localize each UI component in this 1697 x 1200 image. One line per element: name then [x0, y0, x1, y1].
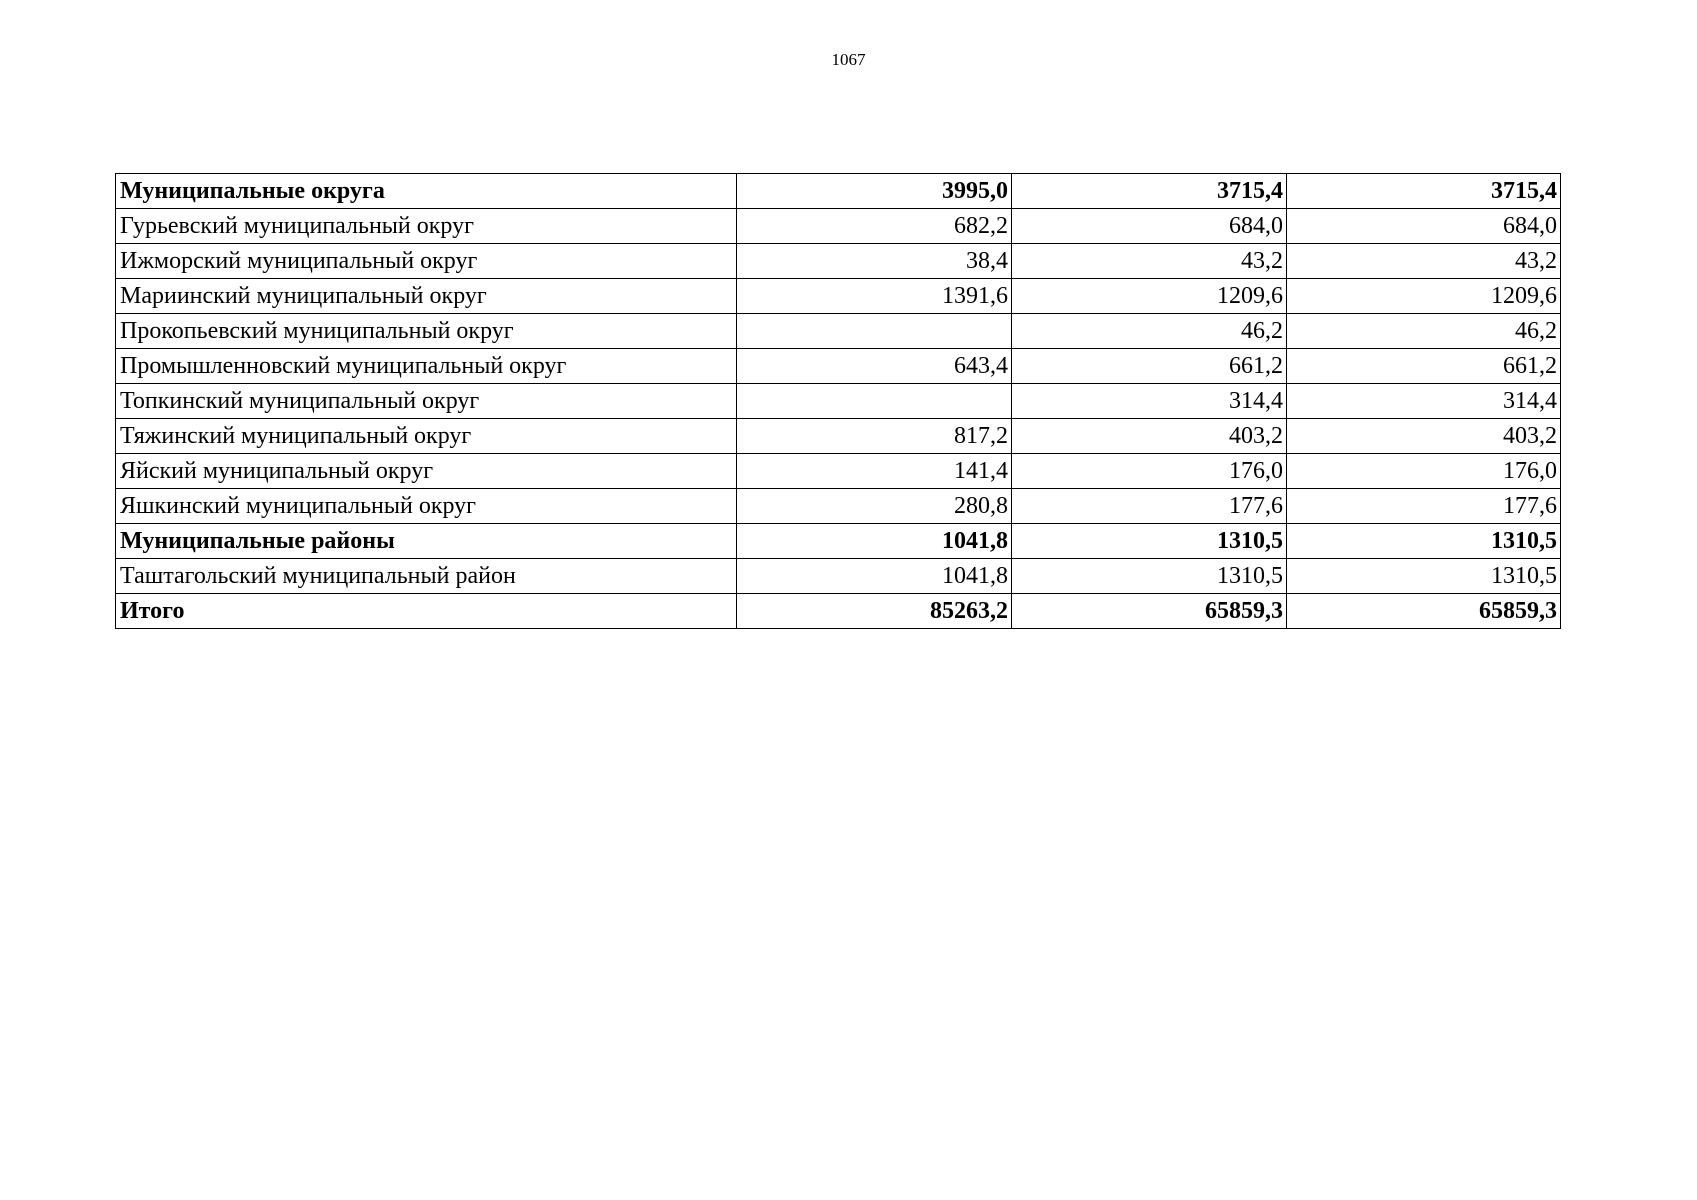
- table-row: [116, 244, 1561, 279]
- row-value-2: 177,6: [1012, 489, 1287, 524]
- row-value-3: 403,2: [1287, 419, 1561, 454]
- row-value-3: 1209,6: [1287, 279, 1561, 314]
- table-row: [116, 454, 1561, 489]
- row-value-3: 1310,5: [1287, 524, 1561, 559]
- row-value-2: 684,0: [1012, 209, 1287, 244]
- table-row: [116, 524, 1561, 559]
- table-row: [116, 489, 1561, 524]
- row-value-1: 1391,6: [737, 279, 1012, 314]
- row-value-2: 176,0: [1012, 454, 1287, 489]
- row-name: Промышленновский муниципальный округ: [116, 349, 737, 384]
- row-value-3: 177,6: [1287, 489, 1561, 524]
- row-value-1: 85263,2: [737, 594, 1012, 629]
- table-row: [116, 174, 1561, 209]
- table-row: [116, 279, 1561, 314]
- table-row-total: [116, 594, 1561, 629]
- row-name: Ижморский муниципальный округ: [116, 244, 737, 279]
- row-value-1: 643,4: [737, 349, 1012, 384]
- row-value-1: 280,8: [737, 489, 1012, 524]
- row-name: Таштагольский муниципальный район: [116, 559, 737, 594]
- row-name: Топкинский муниципальный округ: [116, 384, 737, 419]
- page-number: 1067: [831, 50, 866, 69]
- row-value-1: 141,4: [737, 454, 1012, 489]
- row-value-3: 314,4: [1287, 384, 1561, 419]
- row-value-2: 1310,5: [1012, 559, 1287, 594]
- row-name: Муниципальные районы: [116, 524, 737, 559]
- row-value-2: 661,2: [1012, 349, 1287, 384]
- row-value-1: 682,2: [737, 209, 1012, 244]
- row-value-3: 176,0: [1287, 454, 1561, 489]
- row-value-3: 65859,3: [1287, 594, 1561, 629]
- row-value-2: 1310,5: [1012, 524, 1287, 559]
- row-value-1: 38,4: [737, 244, 1012, 279]
- row-value-1: [737, 384, 1012, 419]
- row-value-3: 684,0: [1287, 209, 1561, 244]
- row-value-3: 661,2: [1287, 349, 1561, 384]
- row-value-2: 314,4: [1012, 384, 1287, 419]
- row-name: Яшкинский муниципальный округ: [116, 489, 737, 524]
- row-name: Муниципальные округа: [116, 174, 737, 209]
- row-value-2: 43,2: [1012, 244, 1287, 279]
- table-row: [116, 314, 1561, 349]
- row-name: Итого: [116, 594, 737, 629]
- row-value-2: 65859,3: [1012, 594, 1287, 629]
- row-value-2: 46,2: [1012, 314, 1287, 349]
- budget-table-body: [116, 174, 1561, 629]
- row-value-2: 403,2: [1012, 419, 1287, 454]
- row-value-3: 3715,4: [1287, 174, 1561, 209]
- row-value-1: 1041,8: [737, 524, 1012, 559]
- row-value-2: 1209,6: [1012, 279, 1287, 314]
- row-value-1: [737, 314, 1012, 349]
- row-name: Гурьевский муниципальный округ: [116, 209, 737, 244]
- row-value-3: 46,2: [1287, 314, 1561, 349]
- row-value-1: 817,2: [737, 419, 1012, 454]
- row-value-1: 3995,0: [737, 174, 1012, 209]
- row-name: Прокопьевский муниципальный округ: [116, 314, 737, 349]
- table-row: [116, 419, 1561, 454]
- budget-table: [115, 173, 1561, 629]
- table-row: [116, 384, 1561, 419]
- table-row: [116, 209, 1561, 244]
- table-row: [116, 349, 1561, 384]
- row-value-2: 3715,4: [1012, 174, 1287, 209]
- row-value-3: 43,2: [1287, 244, 1561, 279]
- row-value-1: 1041,8: [737, 559, 1012, 594]
- row-name: Тяжинский муниципальный округ: [116, 419, 737, 454]
- row-value-3: 1310,5: [1287, 559, 1561, 594]
- row-name: Мариинский муниципальный округ: [116, 279, 737, 314]
- table-row: [116, 559, 1561, 594]
- row-name: Яйский муниципальный округ: [116, 454, 737, 489]
